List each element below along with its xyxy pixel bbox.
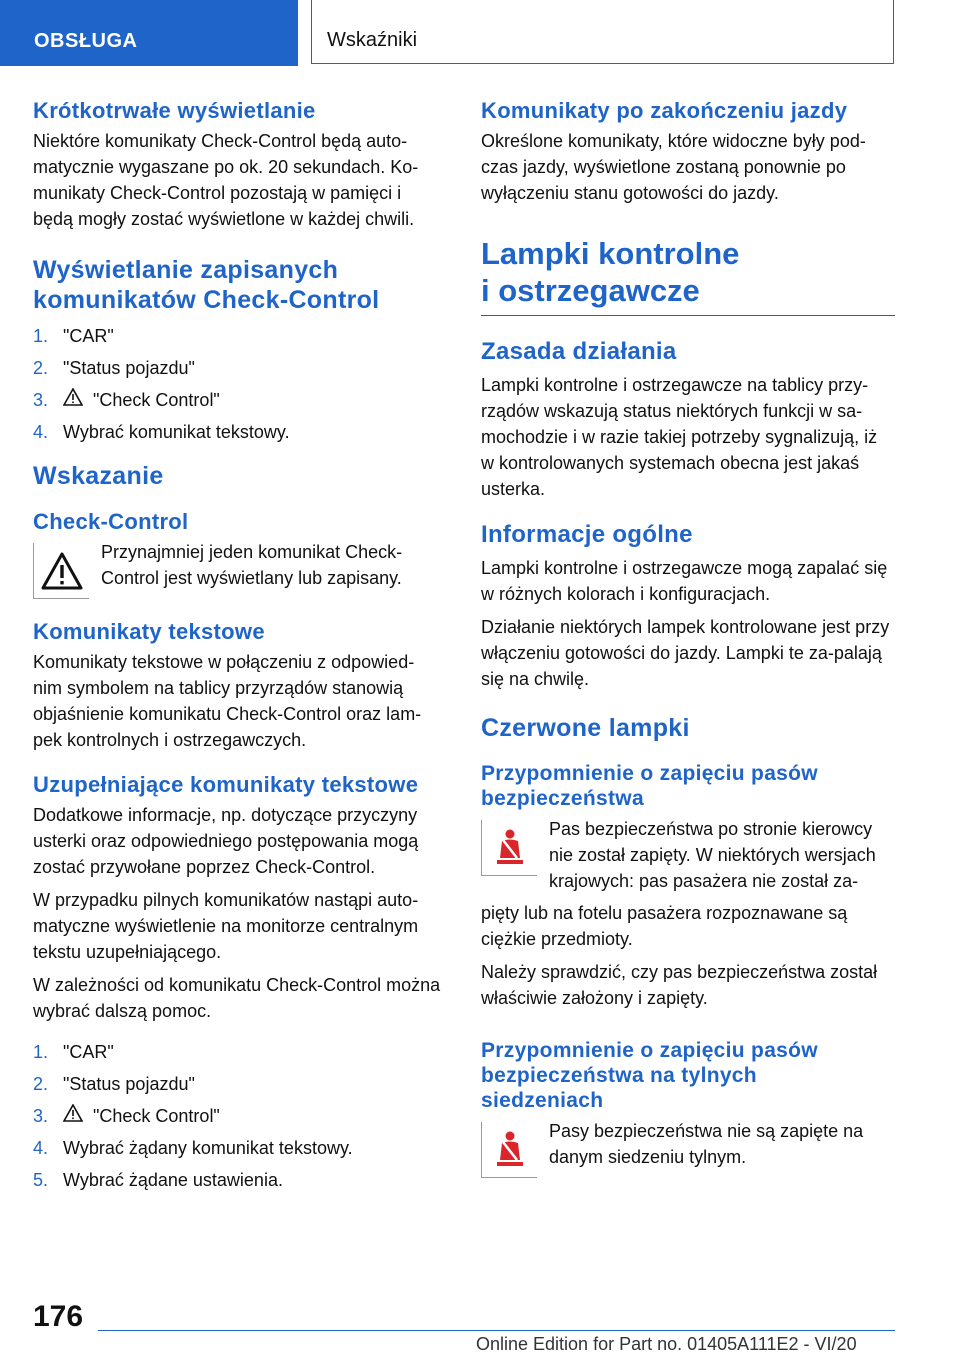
- header-section-tab: [0, 0, 298, 66]
- right-column: [481, 98, 895, 1184]
- list-item: 3. "Check Control": [33, 1103, 443, 1129]
- list-item: 4. Wybrać żądany komunikat tekstowy.: [33, 1138, 353, 1158]
- seatbelt-icon: [481, 1122, 537, 1178]
- seatbelt-icon: [481, 820, 537, 876]
- para-short-display: Niektóre komunikaty Check-Control będą auto-matycznie wygaszane po ok. 20 sekundach. Ko-munikaty Check-Control pozostają w pamięci i będą mogły zostać wyświetlone w każdej chwili.: [33, 131, 419, 229]
- para-general-1: Lampki kontrolne i ostrzegawcze mogą zapalać się w różnych kolorach i konfiguracjach.: [481, 558, 888, 604]
- footer-edition: Online Edition for Part no. 01405A111E2 - VI/20: [476, 1334, 857, 1354]
- steps-list-2: [33, 1039, 443, 1193]
- check-control-figure: [33, 539, 443, 599]
- list-item: 1. "CAR": [33, 1042, 114, 1062]
- list-item: 2. "Status pojazdu": [33, 1074, 195, 1094]
- list-item: 1. "CAR": [33, 326, 114, 346]
- para-after-driving: Określone komunikaty, które widoczne były pod-czas jazdy, wyświetlone zostaną ponownie po wyłączeniu stanu gotowości do jazdy.: [481, 131, 866, 203]
- para-check-control: Przynajmniej jeden komunikat Check-Control jest wyświetlany lub zapisany.: [101, 542, 403, 588]
- warning-triangle-icon: [63, 1103, 83, 1129]
- heading-red-lamps: Czerwone lampki: [481, 714, 690, 742]
- seatbelt-figure: [481, 816, 895, 894]
- list-item: 5. Wybrać żądane ustawienia.: [33, 1170, 283, 1190]
- heading-after-driving: Komunikaty po zakończeniu jazdy: [481, 98, 848, 123]
- para-supp-2: W przypadku pilnych komunikatów nastąpi auto-matyczne wyświetlenie na monitorze centralnym tekstu uzupełniającego.: [33, 890, 419, 962]
- heading-check-control: Check-Control: [33, 509, 189, 534]
- para-seatbelt-fig: Pas bezpieczeństwa po stronie kierowcy nie został zapięty. W niektórych wersjach krajowych: pas pasażera nie został za-: [549, 819, 876, 891]
- heading-general: Informacje ogólne: [481, 521, 693, 548]
- list-item: 2. "Status pojazdu": [33, 358, 195, 378]
- para-principle: Lampki kontrolne i ostrzegawcze na tablicy przy-rządów wskazują status niektórych funkcji w sa-mochodzie i w razie takiej potrzeby sygnalizują, iż w kontrolowanych systemach obecna jest jakaś usterka.: [481, 375, 878, 499]
- para-supp-1: Dodatkowe informacje, np. dotyczące przyczyny usterki oraz odpowiedniego postępowania mogą zostać przywołane poprzez Check-Control.: [33, 805, 419, 877]
- para-seatbelt-cont: pięty lub na fotelu pasażera rozpoznawane są ciężkie przedmioty.: [481, 903, 848, 949]
- para-rear-seatbelt: Pasy bezpieczeństwa nie są zapięte na danym siedzeniu tylnym.: [549, 1121, 864, 1167]
- heading-display: Wskazanie: [33, 462, 164, 490]
- warning-triangle-icon: [33, 543, 89, 599]
- heading-text-messages: Komunikaty tekstowe: [33, 619, 265, 644]
- para-general-2: Działanie niektórych lampek kontrolowane jest przy włączeniu gotowości do jazdy. Lampki te za-palają się na chwilę.: [481, 617, 890, 689]
- list-item: 3. "Check Control": [33, 387, 443, 413]
- heading-short-display: Krótkotrwałe wyświetlanie: [33, 98, 316, 123]
- footer-divider: [98, 1330, 895, 1331]
- heading-supplementary: Uzupełniające komunikaty tekstowe: [33, 772, 419, 797]
- header-section-title: OBSŁUGA: [34, 30, 138, 52]
- warning-triangle-icon: [63, 387, 83, 413]
- heading-principle: Zasada działania: [481, 338, 677, 365]
- chapter-heading: Lampki kontrolne i ostrzegawcze: [481, 235, 895, 316]
- header-chapter-title: Wskaźniki: [327, 29, 418, 51]
- rear-seatbelt-figure: [481, 1118, 895, 1178]
- steps-list-1: [33, 323, 443, 445]
- para-seatbelt-2: Należy sprawdzić, czy pas bezpieczeństwa został właściwie założony i zapięty.: [481, 962, 878, 1008]
- heading-rear-seatbelt: Przypomnienie o zapięciu pasów bezpieczeństwa na tylnych siedzeniach: [481, 1039, 818, 1112]
- header-chapter-tab: [311, 0, 894, 64]
- heading-seatbelt-reminder: Przypomnienie o zapięciu pasów bezpieczeństwa: [481, 762, 818, 810]
- list-item: 4. Wybrać komunikat tekstowy.: [33, 422, 290, 442]
- heading-saved-messages: Wyświetlanie zapisanych komunikatów Check-Control: [33, 256, 380, 314]
- para-text-messages: Komunikaty tekstowe w połączeniu z odpowied-nim symbolem na tablicy przyrządów stanowią objaśnienie komunikatu Check-Control oraz lam-pek kontrolnych i ostrzegawczych.: [33, 652, 422, 750]
- left-column: [33, 98, 443, 1201]
- page-number: 176: [33, 1300, 84, 1333]
- para-supp-3: W zależności od komunikatu Check-Control można wybrać dalszą pomoc.: [33, 975, 441, 1021]
